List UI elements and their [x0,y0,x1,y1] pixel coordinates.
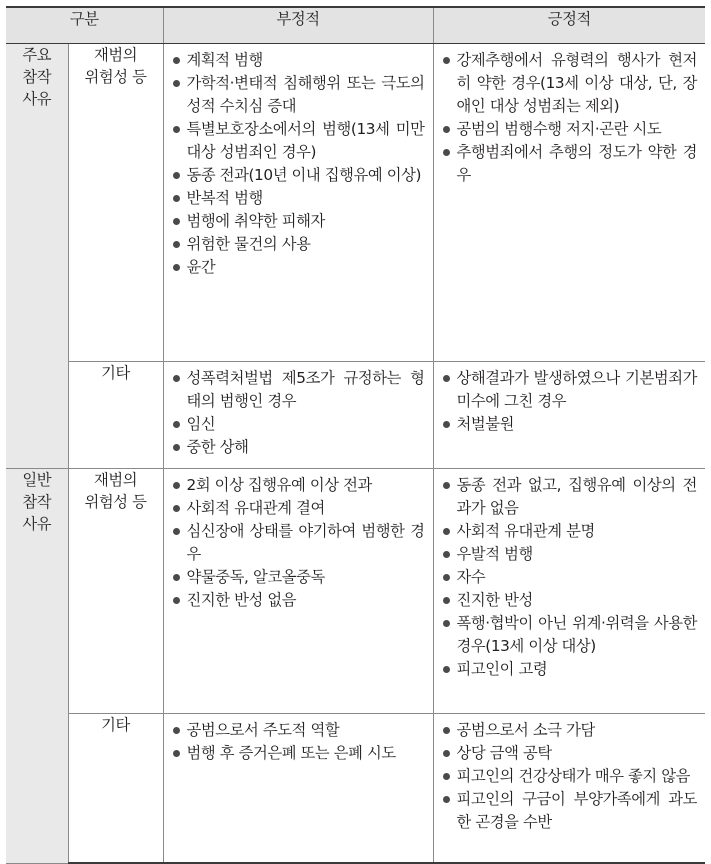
sub-label-text: 재범의 위험성 등 [84,46,147,86]
list-item: 자수 [440,566,698,589]
list-item: 피고인의 건강상태가 매우 좋지 않음 [440,765,698,788]
list-item: 처벌불원 [440,413,698,436]
list-item: 진지한 반성 없음 [170,589,425,612]
sub-label-cell [68,714,163,864]
table-row [6,469,705,714]
list-item: 위험한 물건의 사용 [170,233,425,256]
list-item: 공범으로서 소극 가담 [440,719,698,742]
sub-label-cell [68,362,163,469]
positive-factors-cell [433,714,705,864]
list-item: 진지한 반성 [440,589,698,612]
sub-label-cell [68,44,163,362]
negative-factor-list [164,362,433,465]
list-item: 범행에 취약한 피해자 [170,210,425,233]
group-label-text: 일반 참작 사유 [22,471,52,533]
list-item: 공범으로서 주도적 역할 [170,719,425,742]
negative-factors-cell [163,362,433,469]
group-label-major [6,44,68,469]
sub-label-cell [68,469,163,714]
negative-factor-list [164,44,433,285]
sub-label-text: 재범의 위험성 등 [84,471,147,511]
list-item: 추행범죄에서 추행의 정도가 약한 경우 [440,141,698,187]
list-item: 윤간 [170,256,425,279]
positive-factor-list [434,469,706,687]
negative-factor-list [164,469,433,618]
list-item: 2회 이상 집행유예 이상 전과 [170,474,425,497]
header-negative: 부정적 [163,7,433,44]
list-item: 강제추행에서 유형력의 행사가 현저히 약한 경우(13세 이상 대상, 단, 장애인 대상 성범죄는 제외) [440,49,698,118]
list-item: 가학적·변태적 침해행위 또는 극도의 성적 수치심 증대 [170,72,425,118]
list-item: 피고인의 구금이 부양가족에게 과도한 곤경을 수반 [440,788,698,834]
table-row [6,362,705,469]
sentencing-factors-table [6,6,705,864]
header-positive: 긍정적 [433,7,705,44]
positive-factors-cell [433,362,705,469]
list-item: 특별보호장소에서의 범행(13세 미만 대상 성범죄인 경우) [170,118,425,164]
list-item: 폭행·협박이 아닌 위계·위력을 사용한 경우(13세 이상 대상) [440,612,698,658]
list-item: 동종 전과(10년 이내 집행유예 이상) [170,164,425,187]
positive-factors-cell [433,469,705,714]
list-item: 상당 금액 공탁 [440,742,698,765]
sub-label-text: 기타 [101,716,130,734]
positive-factor-list [434,714,706,840]
list-item: 우발적 범행 [440,543,698,566]
table-row [6,714,705,864]
group-label-general [6,469,68,864]
list-item: 중한 상해 [170,436,425,459]
negative-factor-list [164,714,433,771]
positive-factors-cell [433,44,705,362]
negative-factors-cell [163,714,433,864]
list-item: 피고인이 고령 [440,658,698,681]
list-item: 성폭력처벌법 제5조가 규정하는 형태의 범행인 경우 [170,367,425,413]
list-item: 사회적 유대관계 결여 [170,497,425,520]
table-row [6,44,705,362]
positive-factor-list [434,362,706,442]
list-item: 범행 후 증거은폐 또는 은폐 시도 [170,742,425,765]
list-item: 약물중독, 알코올중독 [170,566,425,589]
list-item: 공범의 범행수행 저지·곤란 시도 [440,118,698,141]
list-item: 상해결과가 발생하였으나 기본범죄가 미수에 그친 경우 [440,367,698,413]
list-item: 동종 전과 없고, 집행유예 이상의 전과가 없음 [440,474,698,520]
positive-factor-list [434,44,706,193]
list-item: 계획적 범행 [170,49,425,72]
header-category: 구분 [6,7,163,44]
list-item: 심신장애 상태를 야기하여 범행한 경우 [170,520,425,566]
list-item: 반복적 범행 [170,187,425,210]
negative-factors-cell [163,44,433,362]
group-label-text: 주요 참작 사유 [22,46,52,108]
table-header-row [6,7,705,44]
sub-label-text: 기타 [101,364,130,382]
list-item: 사회적 유대관계 분명 [440,520,698,543]
list-item: 임신 [170,413,425,436]
negative-factors-cell [163,469,433,714]
